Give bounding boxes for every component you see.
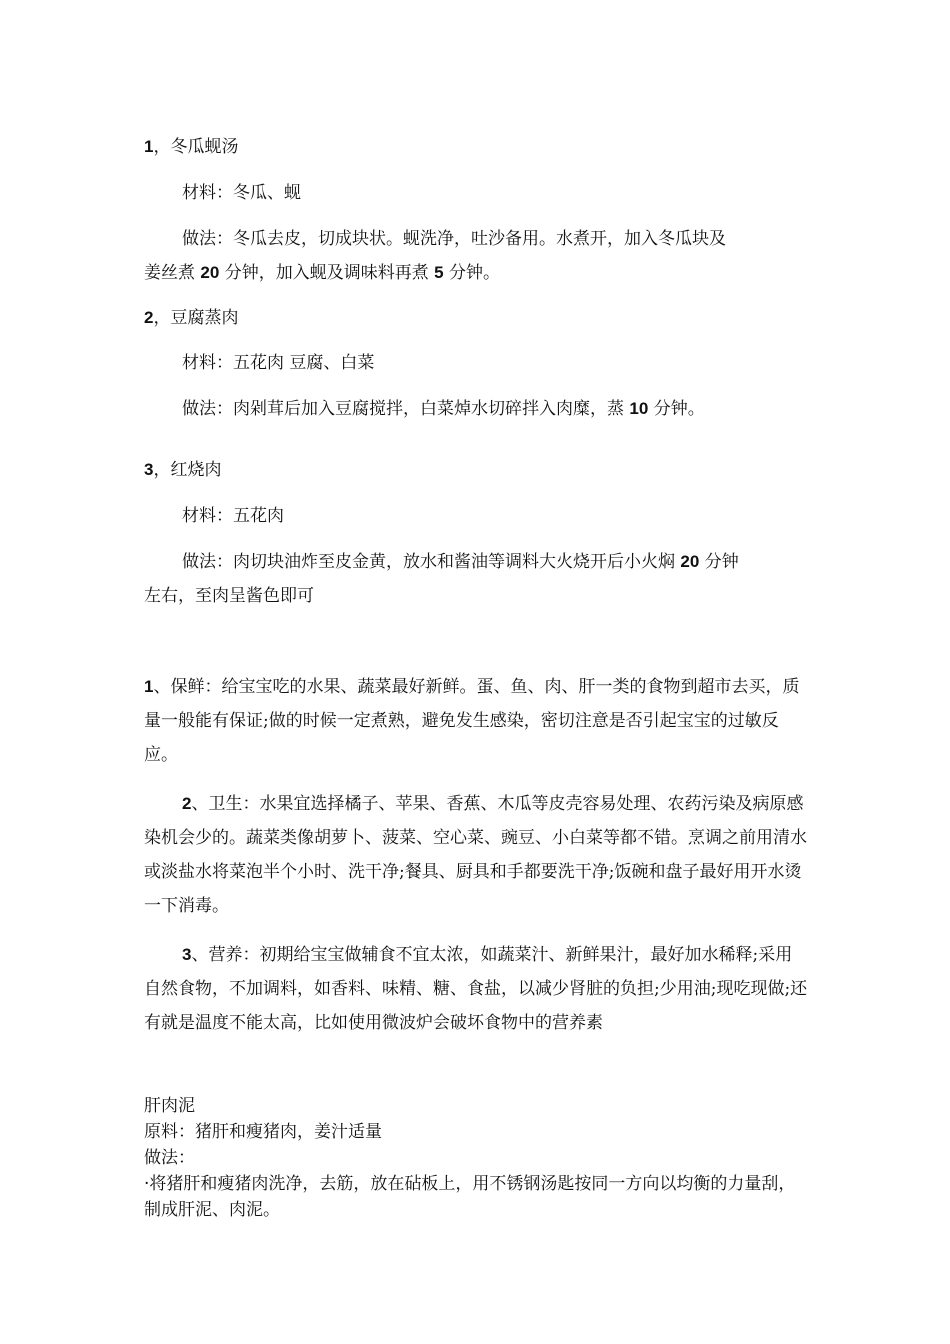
recipe-2-method-number: 10 bbox=[629, 399, 649, 418]
tip-2-paragraph bbox=[144, 787, 809, 923]
liver-step-1: ·将猪肝和瘦猪肉洗净，去筋，放在砧板上，用不锈钢汤匙按同一方向以均衡的力量刮，制成肝泥、肉泥。 bbox=[144, 1174, 796, 1220]
recipe-1-title-text: ，冬瓜蚬汤 bbox=[153, 137, 239, 157]
recipe-3-title-text: ，红烧肉 bbox=[153, 460, 222, 480]
recipe-3-method-text-a: 做法：肉切块油炸至皮金黄，放水和酱油等调料大火烧开后小火焖 bbox=[182, 552, 681, 572]
recipe-1-method-number-1: 20 bbox=[200, 263, 220, 282]
tip-1-number: 1 bbox=[144, 677, 154, 696]
tip-3-number: 3 bbox=[182, 945, 192, 964]
recipe-3-method-number: 20 bbox=[680, 552, 700, 571]
recipe-1-title bbox=[144, 137, 238, 157]
liver-recipe bbox=[144, 1093, 809, 1223]
recipe-2-title-text: ，豆腐蒸肉 bbox=[153, 308, 239, 328]
recipe-3-number: 3 bbox=[144, 460, 154, 479]
recipe-2-materials: 材料：五花肉 豆腐、白菜 bbox=[182, 353, 375, 373]
recipe-1-method-text-b: 分钟，加入蚬及调味料再煮 bbox=[219, 263, 435, 283]
recipe-1-method-line-2 bbox=[144, 263, 500, 283]
recipe-1-method-text-c: 分钟。 bbox=[443, 263, 501, 283]
liver-method-label: 做法： bbox=[144, 1148, 195, 1168]
recipe-2-title bbox=[144, 308, 238, 328]
recipe-2-method-text-b: 分钟。 bbox=[648, 399, 705, 419]
recipe-3-method-line-1 bbox=[182, 552, 739, 572]
recipe-2-number: 2 bbox=[144, 308, 154, 327]
liver-ingredients: 原料：猪肝和瘦猪肉，姜汁适量 bbox=[144, 1122, 382, 1142]
tip-1-paragraph bbox=[144, 670, 809, 772]
recipe-1-number: 1 bbox=[144, 137, 154, 156]
recipe-3-materials: 材料：五花肉 bbox=[182, 506, 284, 526]
recipe-3-method-text-b: 分钟 bbox=[699, 552, 739, 572]
tip-3-paragraph bbox=[144, 938, 809, 1040]
recipe-1-method-number-2: 5 bbox=[434, 263, 444, 282]
tip-2-number: 2 bbox=[182, 794, 192, 813]
recipe-1-method-text-a: 姜丝煮 bbox=[144, 263, 201, 283]
recipe-3-method-line-2: 左右，至肉呈酱色即可 bbox=[144, 586, 314, 606]
recipe-1-method-line-1: 做法：冬瓜去皮，切成块状。蚬洗净，吐沙备用。水煮开，加入冬瓜块及 bbox=[182, 229, 726, 249]
recipe-2-method-text-a: 做法：肉剁茸后加入豆腐搅拌，白菜焯水切碎拌入肉糜，蒸 bbox=[182, 399, 630, 419]
recipe-3-title bbox=[144, 460, 221, 480]
recipe-1-materials: 材料：冬瓜、蚬 bbox=[182, 183, 301, 203]
tip-1-text: 、保鲜：给宝宝吃的水果、蔬菜最好新鲜。蛋、鱼、肉、肝一类的食物到超市去买，质量一般能有保证;做的时候一定煮熟，避免发生感染，密切注意是否引起宝宝的过敏反应。 bbox=[144, 677, 800, 765]
recipe-2-method bbox=[182, 399, 705, 419]
tip-2-text: 、卫生：水果宜选择橘子、苹果、香蕉、木瓜等皮壳容易处理、农药污染及病原感染机会少的。蔬菜类像胡萝卜、菠菜、空心菜、豌豆、小白菜等都不错。烹调之前用清水或淡盐水将菜泡半个小时、洗干净;餐具、厨具和手都要洗干净;饭碗和盘子最好用开水烫一下消毒。 bbox=[144, 794, 807, 916]
tip-3-text: 、营养：初期给宝宝做辅食不宜太浓，如蔬菜汁、新鲜果汁，最好加水稀释;采用自然食物，不加调料，如香料、味精、糖、食盐，以减少肾脏的负担;少用油;现吃现做;还有就是温度不能太高，比如使用微波炉会破坏食物中的营养素 bbox=[144, 945, 808, 1033]
liver-title: 肝肉泥 bbox=[144, 1096, 195, 1116]
